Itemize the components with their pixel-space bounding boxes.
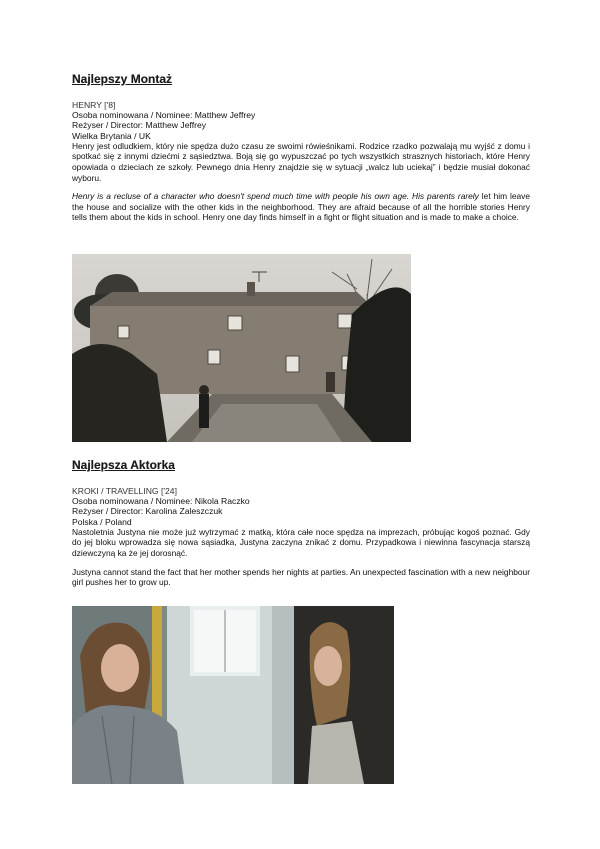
director-line: Reżyser / Director: Karolina Zaleszczuk — [72, 506, 223, 517]
section-heading: Najlepszy Montaż — [72, 72, 173, 86]
section-best-editing — [72, 72, 530, 223]
film-title: HENRY ['8] — [72, 100, 116, 110]
country-line: Wielka Brytania / UK — [72, 130, 151, 141]
nominee-line: Osoba nominowana / Nominee: Nikola Raczko — [72, 496, 250, 507]
section-best-actress — [72, 458, 530, 588]
description-polish: Nastoletnia Justyna nie może już wytrzymać z matką, która całe noce spędza na imprezach, próbując kogoś poznać. Gdy do jej bloku wprowadza się nowa sąsiadka, Justyna zaczyna znikać z domu. Przypadkowa i niewinna fascynacja starszą dziewczyną ka że jej dorosnąć. — [72, 526, 530, 558]
house-illustration — [72, 254, 411, 442]
description-english: let him leave the house and socialize with the other kids in the neighborhood. They are afraid because of all the horrible stories Henry tells them about the kids in school. Henry one day finds himself in a fight or flight situation and is made to make a choice. — [72, 191, 531, 223]
director-line: Reżyser / Director: Matthew Jeffrey — [72, 120, 207, 131]
nominee-line: Osoba nominowana / Nominee: Matthew Jeffrey — [72, 110, 256, 121]
description-english-italic: Henry is a recluse of a character who doesn't spend much time with people his own age. His parents rarely — [72, 191, 479, 202]
country-line: Polska / Poland — [72, 516, 132, 527]
doorway-illustration — [72, 606, 394, 784]
description-english: Justyna cannot stand the fact that her mother spends her nights at parties. An unexpected fascination with a new neighbour girl pushes her to grow up. — [72, 566, 530, 588]
film-title: KROKI / TRAVELLING ['24] — [72, 486, 177, 496]
section-heading: Najlepsza Aktorka — [72, 458, 175, 472]
film-still-henry — [72, 254, 411, 442]
description-polish: Henry jest odludkiem, który nie spędza dużo czasu ze swoimi rówieśnikami. Rodzice rzadko pozwalają mu wyjść z domu i spotkać się z innymi dziećmi z sąsiedztwa. Boją się go wypuszczać po tych wszystkich strasznych historiach, które Henry opowiada o dzieciach ze szkoły. Pewnego dnia Henry znajdzie się w sytuacji „walcz lub uciekaj” i będzie musiał dokonać wyboru. — [72, 140, 530, 183]
film-still-kroki — [72, 606, 394, 784]
